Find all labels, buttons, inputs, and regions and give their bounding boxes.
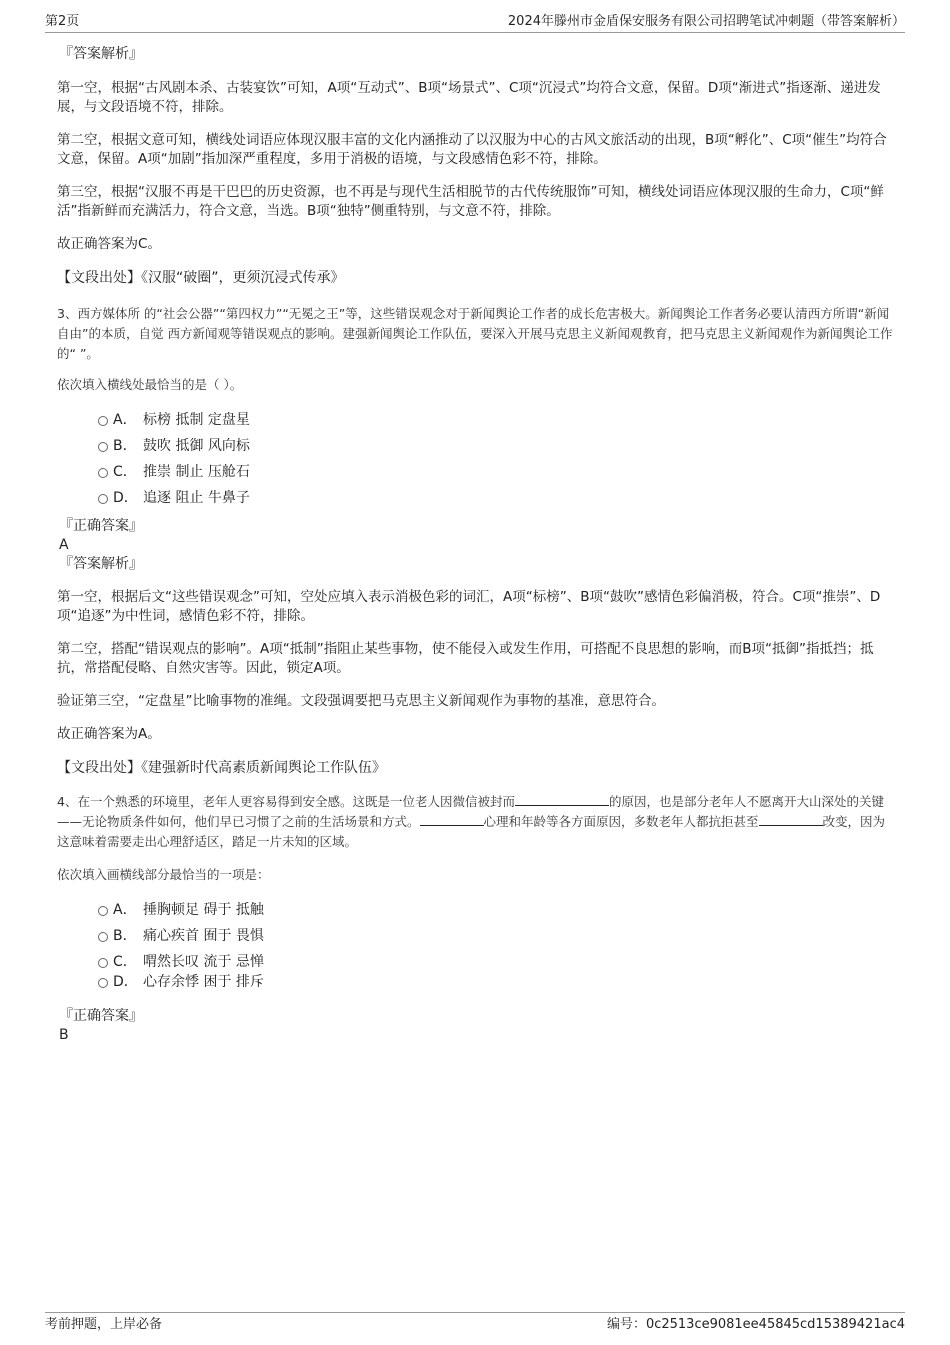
q2-source: 【文段出处】《汉服“破圈”，更须沉浸式传承》 [57,270,345,286]
q3-options [57,410,893,508]
q4-option-d[interactable]: D． 心存余悸 困于 排斥 [57,972,893,992]
q2-analysis-paragraph-3: 第三空，根据“汉服不再是干巴巴的历史资源，也不再是与现代生活相脱节的古代传统服饰”可知，横线处词语应体现汉服的生命力，C项“鲜活”指新鲜而充满活力，符合文意，当选。B项“独特”侧重特别，与文意不符，排除。 [57,184,884,219]
q3-analysis-paragraph-1: 第一空，根据后文“这些错误观念”可知，空处应填入表示消极色彩的词汇，A项“标榜”、B项“鼓吹”感情色彩偏消极，符合。C项“推崇”、D项“追逐”为中性词，感情色彩不符，排除。 [57,589,881,624]
document-title: 2024年滕州市金盾保安服务有限公司招聘笔试冲刺题（带答案解析） [507,14,905,29]
page-header [45,12,905,33]
q3-instruction: 依次填入横线处最恰当的是（ ）。 [57,377,243,392]
q3-question-text: 3、西方媒体所 的“社会公器”“第四权力”“无冕之王”等，这些错误观念对于新闻舆论工作者的成长危害极大。新闻舆论工作者务必要认清西方所谓“新闻自由”的本质，自觉 西方新闻观等错误观点的影响。建强新闻舆论工作队伍，要深入开展马克思主义新闻观教育，把马克思主义新闻观作为新闻舆论工作的“ ”。 [57,306,893,361]
q3-source: 【文段出处】《建强新时代高素质新闻舆论工作队伍》 [57,760,386,776]
q3-option-d[interactable]: D． 追逐 阻止 牛鼻子 [57,488,893,508]
page-footer [45,1312,905,1333]
q3-analysis-label: 『答案解析』 [59,556,143,572]
fill-blank-1 [515,793,609,806]
radio-icon[interactable] [98,442,108,452]
q4-question-text: 4、在一个熟悉的环境里，老年人更容易得到安全感。这既是一位老人因微信被封而 的原因，也是部分老年人不愿离开大山深处的关键——无论物质条件如何，他们早已习惯了之前的生活场景和方式。 心理和年龄等各方面原因，多数老年人都抗拒甚至 改变，因为这意味着需要走出心理舒适区，踏足一片未知的区域。 [57,794,886,849]
q2-analysis-paragraph-2: 第二空，根据文意可知，横线处词语应体现汉服丰富的文化内涵推动了以汉服为中心的古风文旅活动的出现，B项“孵化”、C项“催生”均符合文意，保留。A项“加剧”指加深严重程度，多用于消极的语境，与文段感情色彩不符，排除。 [57,132,887,167]
radio-icon[interactable] [98,906,108,916]
q4-option-b[interactable]: B． 痛心疾首 囿于 畏惧 [57,926,893,946]
radio-icon[interactable] [98,978,108,988]
q3-analysis-paragraph-2: 第二空，搭配“错误观点的影响”。A项“抵制”指阻止某些事物，使不能侵入或发生作用，可搭配不良思想的影响，而B项“抵御”指抵挡；抵抗，常搭配侵略、自然灾害等。因此，锁定A项。 [57,641,874,676]
q3-analysis-paragraph-3: 验证第三空，“定盘星”比喻事物的准绳。文段强调要把马克思主义新闻观作为事物的基准，意思符合。 [57,693,665,709]
q3-answer-label: 『正确答案』 [59,518,143,534]
page-number: 第2页 [45,14,80,29]
fill-blank-2 [420,813,484,826]
q4-option-a[interactable]: A． 捶胸顿足 碍于 抵触 [57,900,893,920]
radio-icon[interactable] [98,494,108,504]
q3-analysis-paragraph-4: 故正确答案为A。 [57,726,161,742]
document-body [57,44,893,1044]
q2-analysis-paragraph-1: 第一空，根据“古风剧本杀、古装宴饮”可知，A项“互动式”、B项“场景式”、C项“沉浸式”均符合文意，保留。D项“渐进式”指逐渐、递进发展，与文段语境不符，排除。 [57,80,881,115]
q2-analysis-label: 『答案解析』 [59,46,143,62]
q4-option-c[interactable]: C． 喟然长叹 流于 忌惮 [57,952,893,972]
q4-instruction: 依次填入画横线部分最恰当的一项是： [57,867,270,882]
q4-options [57,900,893,992]
radio-icon[interactable] [98,468,108,478]
q3-option-a[interactable]: A． 标榜 抵制 定盘星 [57,410,893,430]
q4-answer: B [59,1027,69,1043]
radio-icon[interactable] [98,932,108,942]
q2-analysis-paragraph-4: 故正确答案为C。 [57,236,161,252]
q3-answer: A [59,537,69,553]
q4-answer-label: 『正确答案』 [59,1008,143,1024]
footer-slogan: 考前押题，上岸必备 [45,1317,163,1332]
q3-option-c[interactable]: C． 推崇 制止 压舱石 [57,462,893,482]
fill-blank-3 [759,813,823,826]
q3-option-b[interactable]: B． 鼓吹 抵御 风向标 [57,436,893,456]
document-code: 编号：0c2513ce9081ee45845cd15389421ac4 [606,1317,905,1332]
radio-icon[interactable] [98,958,108,968]
radio-icon[interactable] [98,416,108,426]
